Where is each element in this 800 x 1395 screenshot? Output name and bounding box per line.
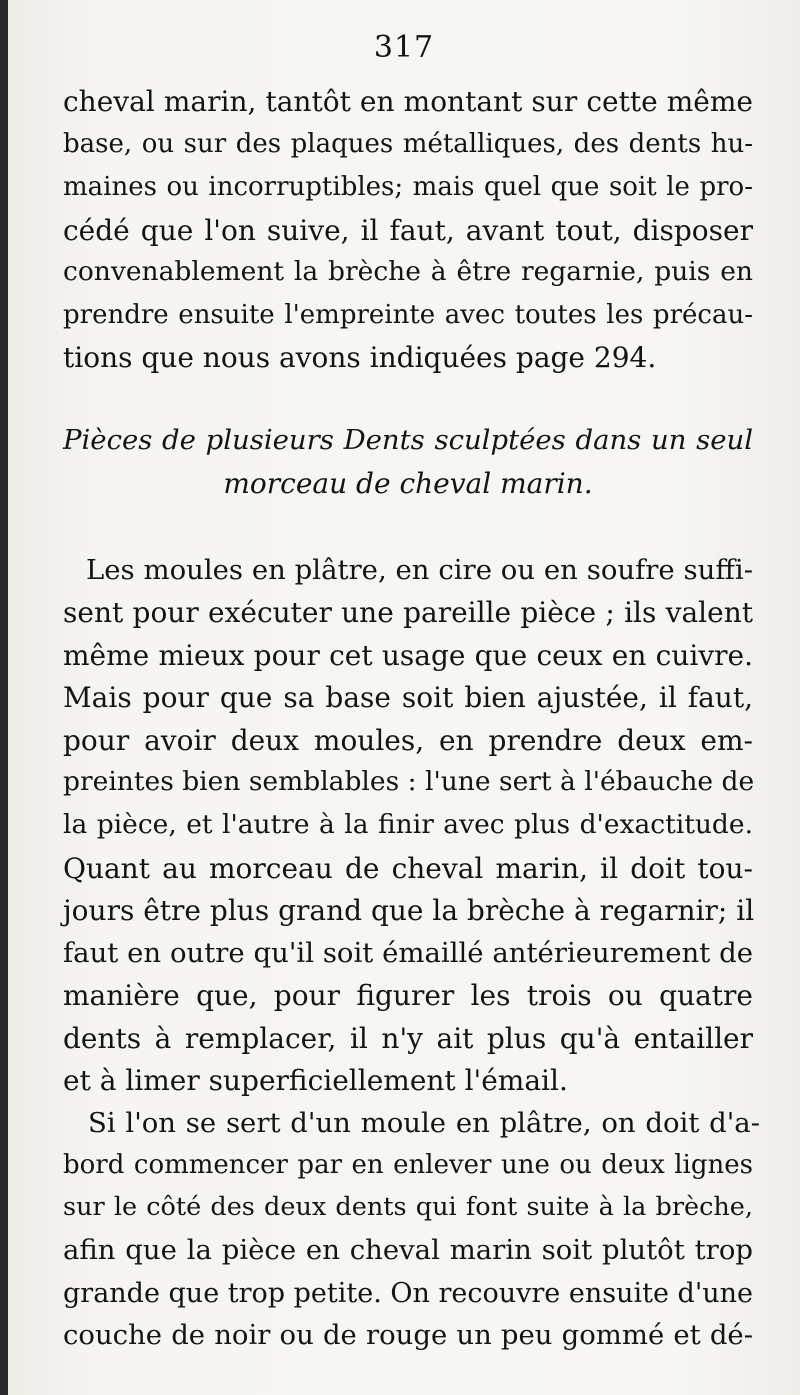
text-line: tions que nous avons indiquées page 294. [63,341,657,374]
text-line: afin que la pièce en cheval marin soit plutôt trop [63,1234,753,1266]
text-line: manière que, pour figurer les trois ou quatre [63,979,753,1012]
scan-border [0,0,8,1395]
text-line: la pièce, et l'autre à la finir avec plus d'exactitude. [63,809,753,840]
text-line: convenablement la brèche à être regarnie, puis en [63,256,753,287]
text-line: couche de noir ou de rouge un peu gommé et dé- [63,1319,753,1351]
heading-line: morceau de cheval marin. [223,467,593,500]
text-line: Mais pour que sa base soit bien ajustée, il faut, [63,681,753,714]
text-line: base, ou sur des plaques métalliques, des dents hu- [63,129,753,159]
text-line: prendre ensuite l'empreinte avec toutes les précau- [63,300,753,330]
text-line: sur le côté des deux dents qui font suite à la brèche, [63,1192,753,1222]
page-number: 317 [373,30,435,65]
text-line: Si l'on se sert d'un moule en plâtre, on doit d'a- [88,1107,760,1139]
text-line: dents à remplacer, il n'y ait plus qu'à entailler [63,1022,753,1055]
book-page [8,0,800,1395]
text-line: cédé que l'on suive, il faut, avant tout, disposer [63,214,753,247]
text-line: cheval marin, tantôt en montant sur cette même [63,85,753,118]
text-line: bord commencer par en enlever une ou deux lignes [63,1150,753,1180]
text-line: Quant au morceau de cheval marin, il doit tou- [63,852,753,885]
text-line: jours être plus grand que la brèche à regarnir; il [63,894,755,927]
text-line: preintes bien semblables : l'une sert à l'ébauche de [63,766,755,797]
text-line: sent pour exécuter une pareille pièce ; ils valent [63,596,753,629]
text-line: faut en outre qu'il soit émaillé antérieurement de [63,937,753,969]
text-line: pour avoir deux moules, en prendre deux em- [63,724,753,757]
heading-line: Pièces de plusieurs Dents sculptées dans un seul [63,424,753,456]
text-line: Les moules en plâtre, en cire ou en soufre suffi- [86,554,753,586]
text-line: maines ou incorruptibles; mais quel que soit le pro- [63,172,753,202]
text-line: même mieux pour cet usage que ceux en cuivre. [63,639,753,672]
text-line: et à limer superficiellement l'émail. [63,1064,568,1097]
text-line: grande que trop petite. On recouvre ensuite d'une [63,1278,753,1309]
